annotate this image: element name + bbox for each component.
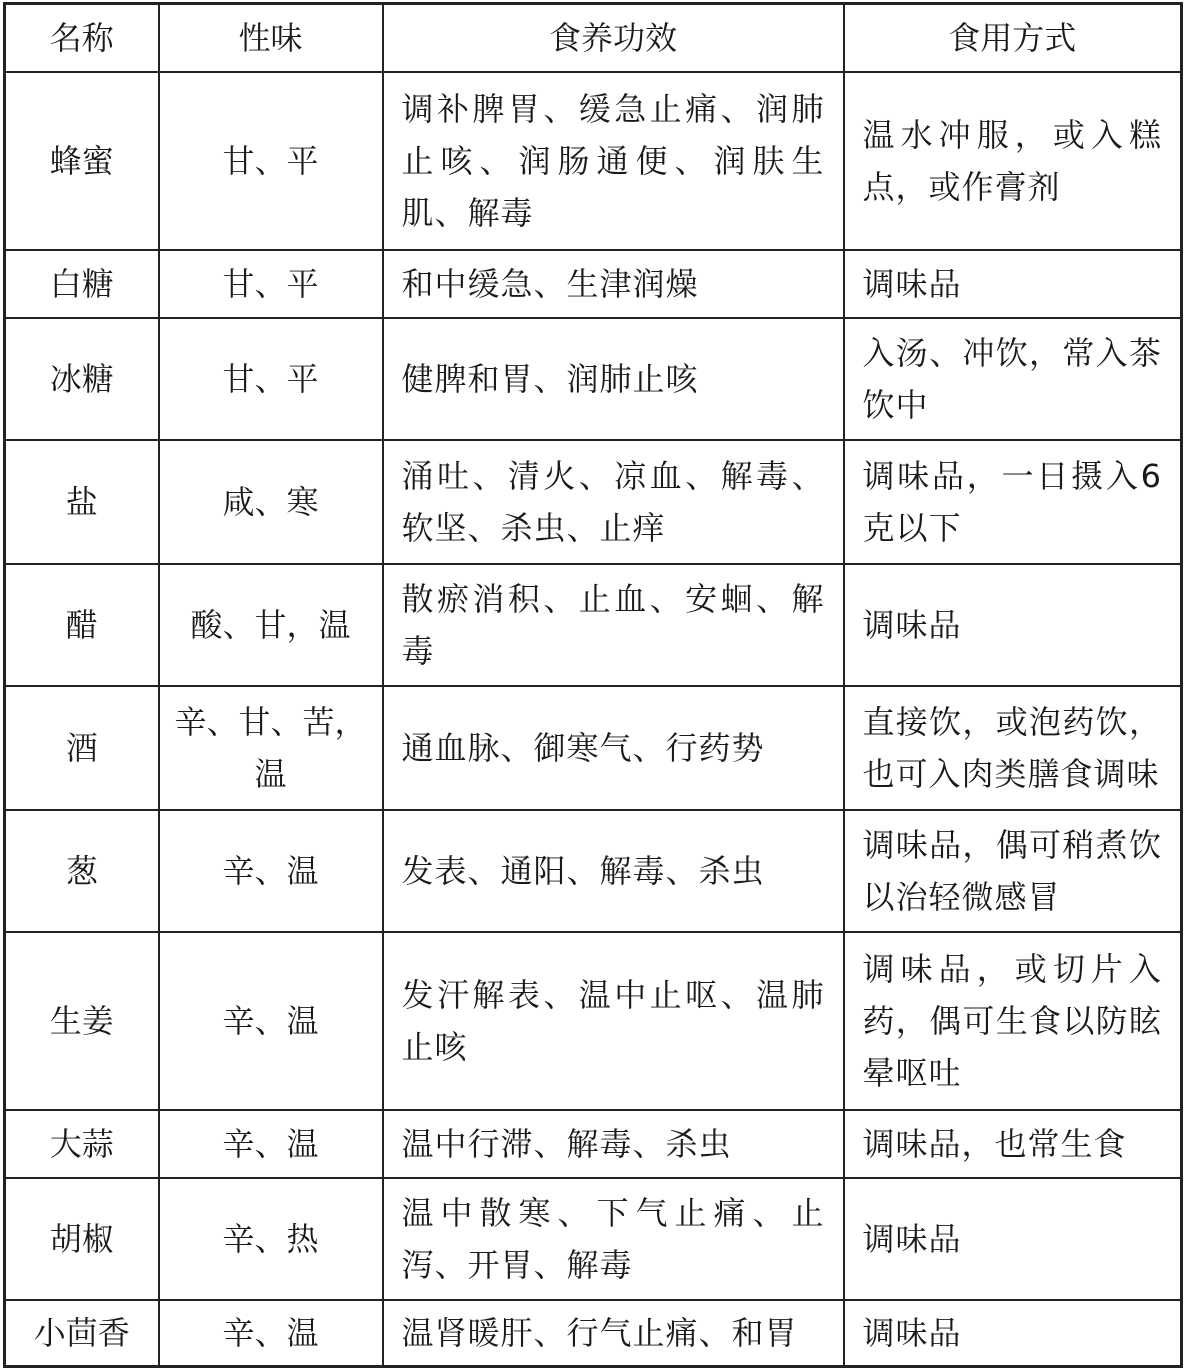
food-therapy-table	[3, 2, 1183, 1368]
cell-name: 大蒜	[5, 1110, 159, 1178]
table-row	[5, 1110, 1182, 1178]
cell-taste: 甘、平	[159, 250, 383, 318]
cell-name: 葱	[5, 810, 159, 932]
cell-taste: 酸、甘，温	[159, 564, 383, 686]
cell-usage: 调味品	[844, 564, 1182, 686]
cell-taste: 辛、温	[159, 810, 383, 932]
table-row	[5, 72, 1182, 250]
cell-name: 盐	[5, 440, 159, 564]
cell-usage: 调味品	[844, 1300, 1182, 1367]
cell-name: 醋	[5, 564, 159, 686]
table-row	[5, 250, 1182, 318]
cell-name: 酒	[5, 686, 159, 810]
header-taste: 性味	[159, 4, 383, 73]
cell-taste: 辛、温	[159, 932, 383, 1110]
cell-name: 小茴香	[5, 1300, 159, 1367]
table-row	[5, 1300, 1182, 1367]
table-row	[5, 318, 1182, 440]
cell-taste: 辛、甘、苦，温	[159, 686, 383, 810]
cell-usage: 调味品	[844, 1178, 1182, 1300]
cell-name: 生姜	[5, 932, 159, 1110]
cell-usage: 调味品，或切片入药，偶可生食以防眩晕呕吐	[844, 932, 1182, 1110]
cell-effect: 发表、通阳、解毒、杀虫	[383, 810, 844, 932]
table-row	[5, 564, 1182, 686]
cell-usage: 调味品	[844, 250, 1182, 318]
food-therapy-table-container	[3, 2, 1180, 1368]
cell-effect: 温中散寒、下气止痛、止泻、开胃、解毒	[383, 1178, 844, 1300]
cell-taste: 咸、寒	[159, 440, 383, 564]
table-row	[5, 440, 1182, 564]
header-effect: 食养功效	[383, 4, 844, 73]
cell-name: 蜂蜜	[5, 72, 159, 250]
cell-usage: 调味品，也常生食	[844, 1110, 1182, 1178]
cell-taste: 辛、温	[159, 1110, 383, 1178]
table-row	[5, 932, 1182, 1110]
table-row	[5, 810, 1182, 932]
cell-effect: 温中行滞、解毒、杀虫	[383, 1110, 844, 1178]
cell-name: 胡椒	[5, 1178, 159, 1300]
cell-effect: 温肾暖肝、行气止痛、和胃	[383, 1300, 844, 1367]
cell-effect: 健脾和胃、润肺止咳	[383, 318, 844, 440]
cell-taste: 辛、温	[159, 1300, 383, 1367]
cell-taste: 甘、平	[159, 318, 383, 440]
cell-usage: 调味品，偶可稍煮饮以治轻微感冒	[844, 810, 1182, 932]
cell-taste: 辛、热	[159, 1178, 383, 1300]
cell-usage: 调味品，一日摄入6克以下	[844, 440, 1182, 564]
cell-effect: 通血脉、御寒气、行药势	[383, 686, 844, 810]
cell-usage: 温水冲服，或入糕点，或作膏剂	[844, 72, 1182, 250]
table-row	[5, 686, 1182, 810]
cell-name: 白糖	[5, 250, 159, 318]
cell-usage: 直接饮，或泡药饮，也可入肉类膳食调味	[844, 686, 1182, 810]
cell-effect: 涌吐、清火、凉血、解毒、软坚、杀虫、止痒	[383, 440, 844, 564]
cell-effect: 和中缓急、生津润燥	[383, 250, 844, 318]
header-name: 名称	[5, 4, 159, 73]
cell-usage: 入汤、冲饮，常入茶饮中	[844, 318, 1182, 440]
cell-taste: 甘、平	[159, 72, 383, 250]
cell-effect: 发汗解表、温中止呕、温肺止咳	[383, 932, 844, 1110]
cell-name: 冰糖	[5, 318, 159, 440]
table-row	[5, 1178, 1182, 1300]
header-usage: 食用方式	[844, 4, 1182, 73]
cell-effect: 散瘀消积、止血、安蛔、解毒	[383, 564, 844, 686]
table-header-row	[5, 4, 1182, 73]
cell-effect: 调补脾胃、缓急止痛、润肺止咳、润肠通便、润肤生肌、解毒	[383, 72, 844, 250]
